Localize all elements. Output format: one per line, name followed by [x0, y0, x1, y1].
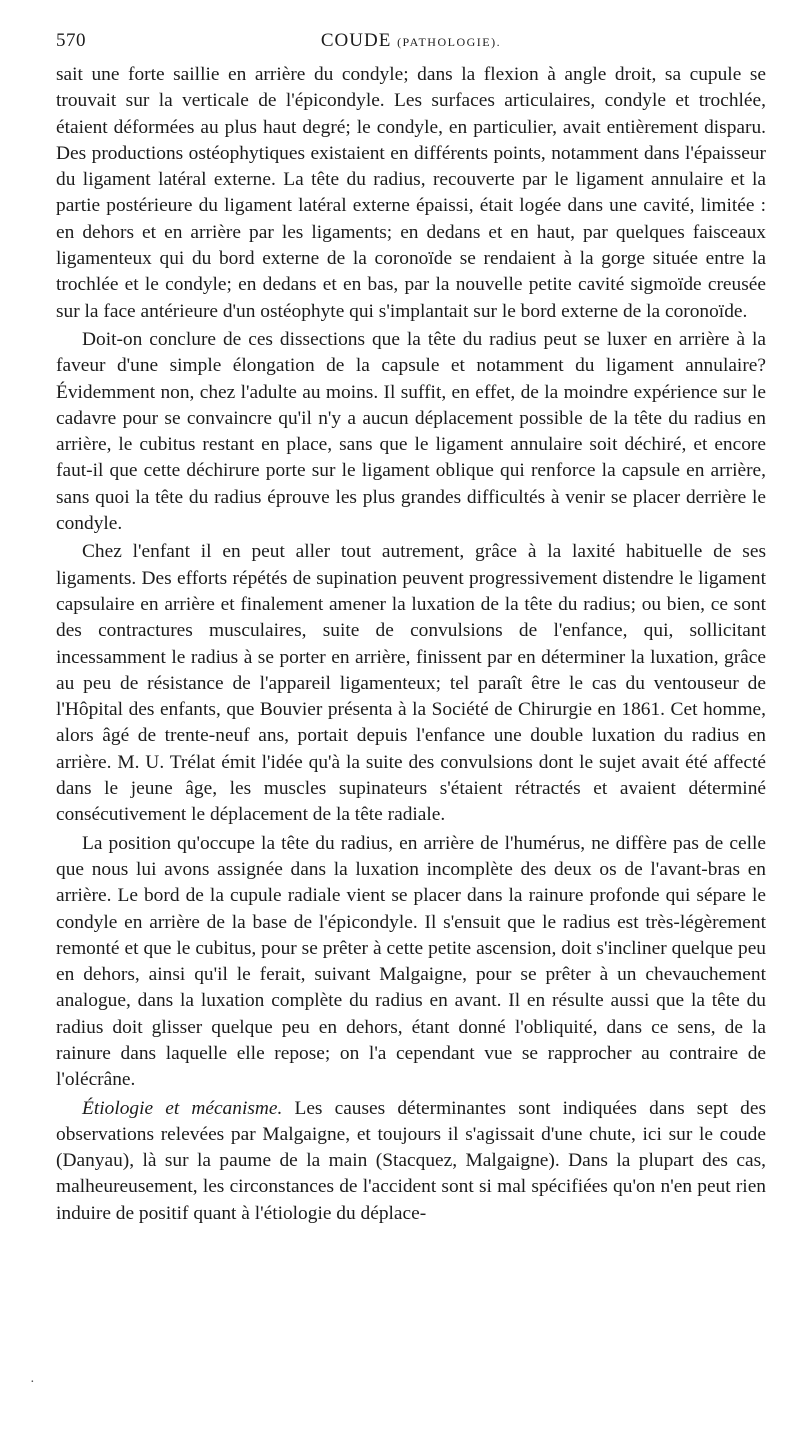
- page-number: 570: [56, 30, 86, 51]
- paragraph-3: Chez l'enfant il en peut aller tout autrement, grâce à la laxité habituelle de ses ligaments. Des efforts répétés de supination peuvent progressivement distendre le ligament capsulaire en arrière et finalement amener la luxation de la tête du radius; ou bien, ce sont des contractures musculaires, suite de convulsions de l'enfance, qui, sollicitant incessamment le radius à se porter en arrière, finissent par en déterminer la luxation, grâce au peu de résistance de l'appareil ligamenteux; tel paraît être le cas du ventouseur de l'Hôpital des enfants, que Bouvier présenta à la Société de Chirurgie en 1861. Cet homme, alors âgé de trente-neuf ans, portait depuis l'enfance une double luxation du radius en arrière. M. U. Trélat émit l'idée qu'à la suite des convulsions dont le sujet avait été affecté dans le jeune âge, les muscles supinateurs s'étaient rétractés et avaient déterminé consécutivement le déplacement de la tête radiale.: [56, 541, 766, 826]
- paragraph-4: La position qu'occupe la tête du radius, en arrière de l'humérus, ne diffère pas de celle que nous lui avons assignée dans la luxation incomplète des deux os de l'avant-bras en arrière. Le bord de la cupule radiale vient se placer dans la rainure profonde qui sépare le condyle en arrière de la base de l'épicondyle. Il s'ensuit que le radius est très-légèrement remonté et que le cubitus, pour se prêter à cette petite ascension, doit s'incliner quelque peu en dehors, ainsi qu'il le ferait, suivant Malgaigne, pour se prêter à un chevauchement analogue, dans la luxation complète du radius en avant. Il en résulte aussi que la tête du radius doit glisser quelque peu en dehors, étant donné l'obliquité, dans ce sens, de la rainure dans laquelle elle repose; on l'a cependant vue se rapprocher au contraire de l'olécrâne.: [56, 832, 766, 1091]
- paragraph-2: Doit-on conclure de ces dissections que la tête du radius peut se luxer en arrière à la faveur d'une simple élongation de la capsule et notamment du ligament annulaire? Évidemment non, chez l'adulte au moins. Il suffit, en effet, de la moindre expérience sur le cadavre pour se convaincre qu'il n'y a aucun déplacement possible de la tête du radius en arrière, le cubitus restant en place, sans que le ligament annulaire soit déchiré, et encore faut-il que cette déchirure porte sur le ligament oblique qui renforce la capsule en arrière, sans quoi la tête du radius éprouve les plus grandes difficultés à venir se placer derrière le condyle.: [56, 328, 766, 535]
- paragraph-1: sait une forte saillie en arrière du condyle; dans la flexion à angle droit, sa cupule se trouvait sur la verticale de l'épicondyle. Les surfaces articulaires, condyle et trochlée, étaient déformées au plus haut degré; le condyle, en particulier, avait entièrement disparu. Des productions ostéophytiques existaient en différents points, notamment dans l'épaisseur du ligament latéral externe. La tête du radius, recouverte par le ligament annulaire et la partie postérieure du ligament latéral externe épaissi, était logée dans une cavité, limitée : en dehors et en arrière par les ligaments; en dedans et en haut, par quelques faisceaux ligamenteux qui du bord externe de la coronoïde se rendaient à la gorge située entre la trochlée et le condyle; en dedans et en bas, par la nouvelle petite cavité sigmoïde creusée sur la face antérieure d'un ostéophyte qui s'implantait sur le bord externe de la coronoïde.: [56, 64, 766, 322]
- body-text: [56, 62, 766, 1227]
- running-title-main: COUDE: [320, 30, 392, 51]
- section-heading-etiology: Étiologie et mécanisme.: [82, 1097, 283, 1119]
- page-header: [56, 30, 766, 58]
- running-title-sub: (PATHOLOGIE).: [397, 35, 502, 49]
- paragraph-etiology: [56, 1096, 766, 1227]
- running-title: [56, 30, 766, 52]
- etiology-text: Les causes déterminantes sont indiquées dans sept des observations relevées par Malgaigne, et toujours il s'agissait d'une chute, ici sur le coude (Danyau), là sur la paume de la main (Stacquez, Malgaigne). Dans la plupart des cas, malheureusement, les circonstances de l'accident sont si mal spécifiées qu'on n'en peut rien induire de positif quant à l'étiologie du déplace-: [56, 1097, 766, 1224]
- page-footer-mark: ·: [30, 1375, 35, 1390]
